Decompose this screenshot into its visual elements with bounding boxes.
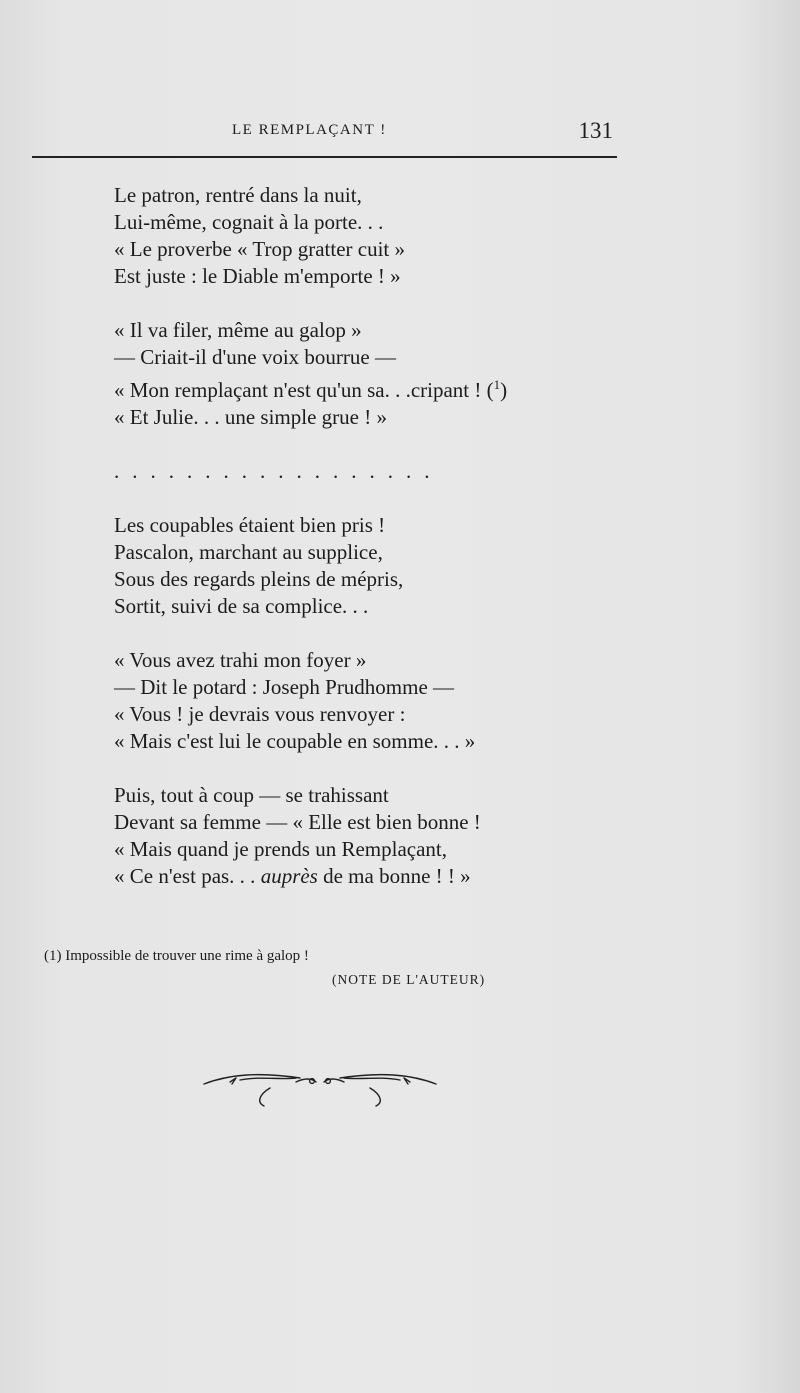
running-title: LE REMPLAÇANT !: [232, 122, 387, 138]
footnote-mark: 1: [493, 377, 501, 392]
verse-line: Est juste : le Diable m'emporte ! »: [114, 264, 401, 288]
verse-line: — Dit le potard : Joseph Prudhomme —: [114, 675, 455, 699]
ellipsis-separator: ..................: [114, 459, 443, 483]
verse-line: Sortit, suivi de sa complice. . .: [114, 594, 369, 618]
verse-line: « Mais quand je prends un Remplaçant,: [114, 837, 448, 861]
verse-line: Le patron, rentré dans la nuit,: [114, 183, 362, 207]
verse-line: « Et Julie. . . une simple grue ! »: [114, 405, 387, 429]
verse-line: [114, 371, 634, 404]
verse-line: Pascalon, marchant au supplice,: [114, 540, 383, 564]
verse-text: de ma bonne ! ! »: [317, 864, 471, 888]
footnote: [44, 944, 564, 992]
verse-line: Lui-même, cognait à la porte. . .: [114, 210, 384, 234]
header-rule: [32, 156, 617, 158]
stanza-4: [114, 647, 634, 755]
stanza-1: [114, 182, 634, 290]
verse-line: « Mais c'est lui le coupable en somme. . . »: [114, 729, 476, 753]
verse-line: « Il va filer, même au galop »: [114, 318, 362, 342]
verse-line: « Vous ! je devrais vous renvoyer :: [114, 702, 406, 726]
verse-text: « Mon remplaçant n'est qu'un sa. . .cripant ! (: [114, 378, 494, 402]
flourish-ornament-icon: [200, 1066, 440, 1110]
verse-line: Les coupables étaient bien pris !: [114, 513, 386, 537]
verse-line: [114, 863, 634, 890]
stanza-5: [114, 782, 634, 890]
verse-line: « Vous avez trahi mon foyer »: [114, 648, 367, 672]
poem: [114, 182, 634, 917]
verse-line: « Le proverbe « Trop gratter cuit »: [114, 237, 406, 261]
stanza-3: [114, 512, 634, 620]
italic-word: auprès: [260, 864, 318, 888]
page-header: [32, 118, 617, 154]
stanza-2: [114, 317, 634, 431]
page-number: 131: [578, 118, 613, 143]
verse-line: Puis, tout à coup — se trahissant: [114, 783, 389, 807]
footnote-mark-close: ): [500, 378, 508, 402]
verse-text: « Ce n'est pas. . .: [114, 864, 261, 888]
verse-line: — Criait-il d'une voix bourrue —: [114, 345, 396, 369]
verse-line: Devant sa femme — « Elle est bien bonne !: [114, 810, 481, 834]
footnote-text: (1) Impossible de trouver une rime à galop !: [44, 948, 309, 964]
footnote-attribution: (NOTE DE L'AUTEUR): [332, 972, 486, 987]
verse-line: Sous des regards pleins de mépris,: [114, 567, 404, 591]
